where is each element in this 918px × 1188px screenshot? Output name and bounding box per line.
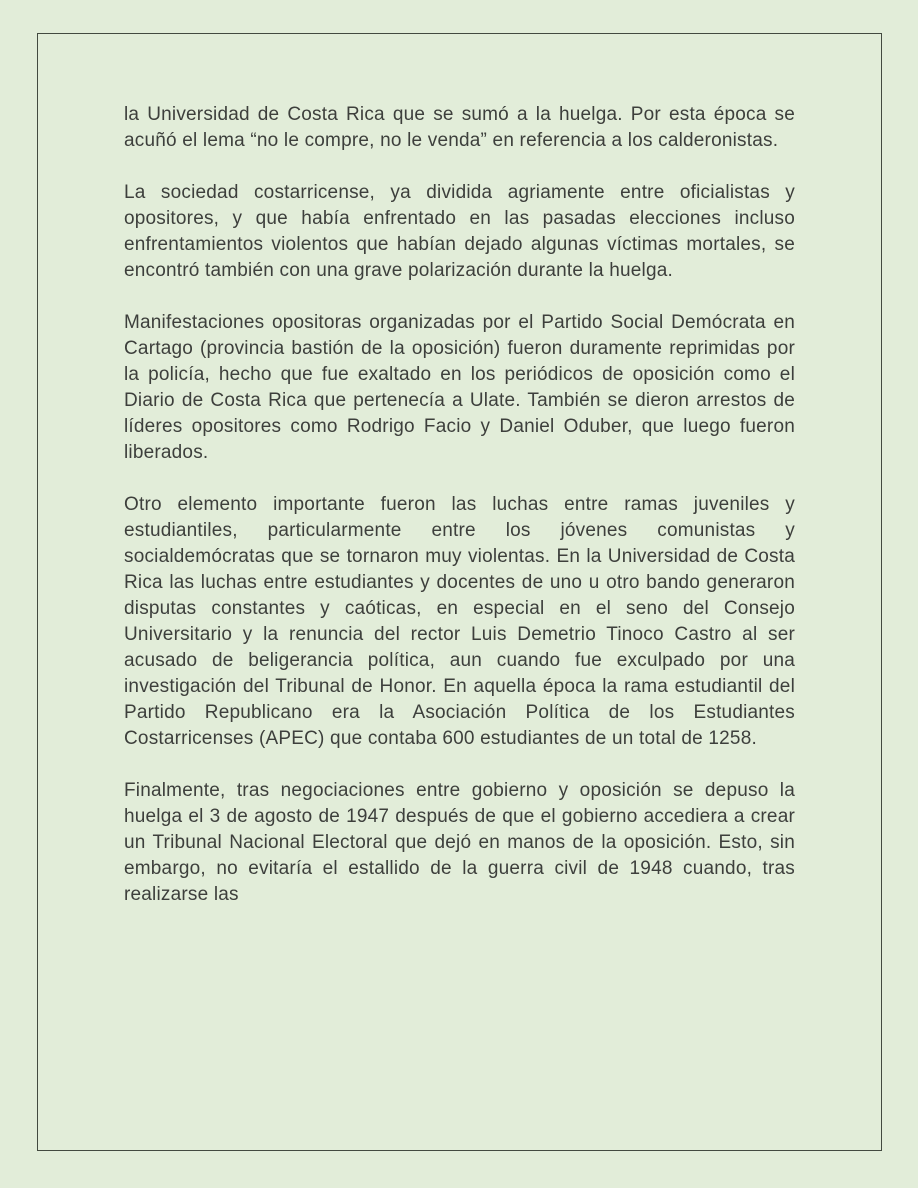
paragraph-1: la Universidad de Costa Rica que se sumó a la huelga. Por esta época se acuñó el lema “no le compre, no le venda” en referencia a los calderonistas. bbox=[124, 104, 795, 151]
paragraph-2: La sociedad costarricense, ya dividida agriamente entre oficialistas y opositores, y que había enfrentado en las pasadas elecciones incluso enfrentamientos violentos que habían dejado algunas víctimas mortales, se encontró también con una grave polarización durante la huelga. bbox=[124, 182, 795, 281]
paragraph-4: Otro elemento importante fueron las luchas entre ramas juveniles y estudiantiles, particularmente entre los jóvenes comunistas y socialdemócratas que se tornaron muy violentas. En la Universidad de Costa Rica las luchas entre estudiantes y docentes de uno u otro bando generaron disputas constantes y caóticas, en especial en el seno del Consejo Universitario y la renuncia del rector Luis Demetrio Tinoco Castro al ser acusado de beligerancia política, aun cuando fue exculpado por una investigación del Tribunal de Honor. En aquella época la rama estudiantil del Partido Republicano era la Asociación Política de los Estudiantes Costarricenses (APEC) que contaba 600 estudiantes de un total de 1258. bbox=[124, 494, 795, 749]
paragraph-3: Manifestaciones opositoras organizadas por el Partido Social Demócrata en Cartago (provincia bastión de la oposición) fueron duramente reprimidas por la policía, hecho que fue exaltado en los periódicos de oposición como el Diario de Costa Rica que pertenecía a Ulate. También se dieron arrestos de líderes opositores como Rodrigo Facio y Daniel Oduber, que luego fueron liberados. bbox=[124, 312, 795, 463]
text-block bbox=[124, 102, 795, 908]
page-border-frame bbox=[37, 33, 882, 1151]
paragraph-5: Finalmente, tras negociaciones entre gobierno y oposición se depuso la huelga el 3 de agosto de 1947 después de que el gobierno accediera a crear un Tribunal Nacional Electoral que dejó en manos de la oposición. Esto, sin embargo, no evitaría el estallido de la guerra civil de 1948 cuando, tras realizarse las bbox=[124, 780, 795, 905]
